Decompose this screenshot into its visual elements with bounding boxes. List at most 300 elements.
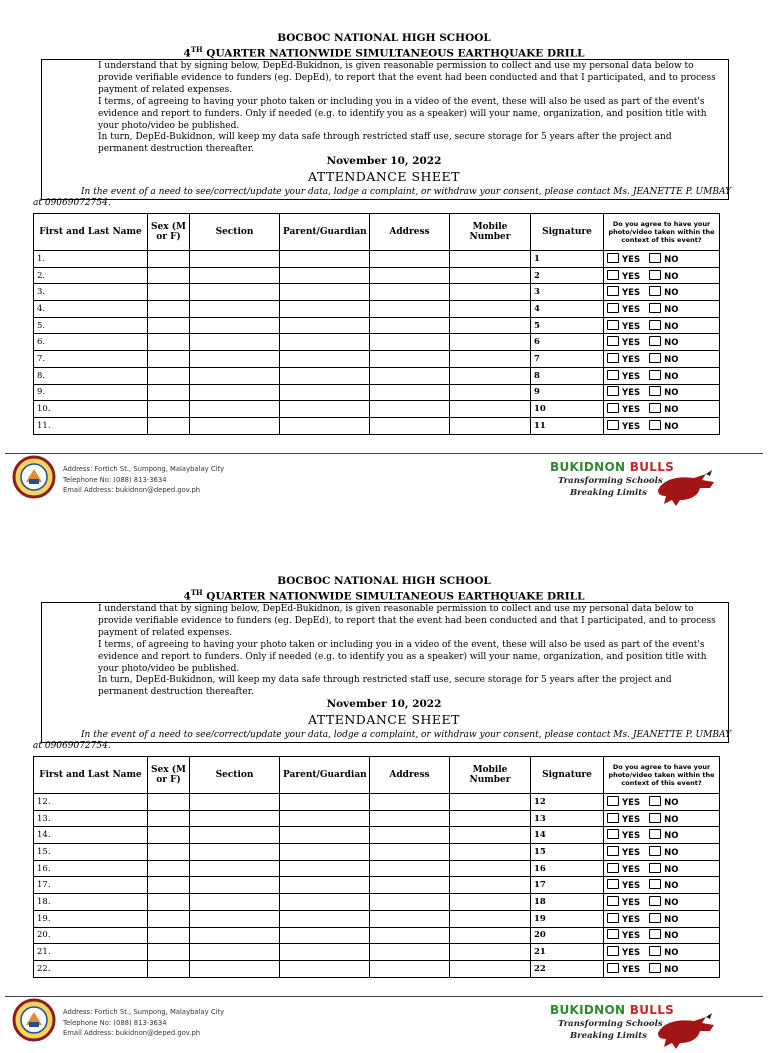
yes-label: YES bbox=[622, 421, 641, 432]
consent-options bbox=[604, 810, 720, 827]
yes-checkbox[interactable] bbox=[607, 863, 619, 873]
cell-mobile[interactable] bbox=[450, 251, 531, 268]
cell-guardian[interactable] bbox=[280, 877, 370, 894]
brand-tagline-1: Transforming Schools bbox=[558, 1019, 663, 1029]
cell-mobile[interactable] bbox=[450, 367, 531, 384]
cell-mobile[interactable] bbox=[450, 794, 531, 811]
no-label: NO bbox=[664, 338, 679, 349]
consent-options bbox=[604, 301, 720, 318]
cell-mobile[interactable] bbox=[450, 944, 531, 961]
signature-number[interactable]: 21 bbox=[531, 944, 604, 961]
signature-number[interactable]: 17 bbox=[531, 877, 604, 894]
bull-icon bbox=[650, 1011, 720, 1051]
cell-guardian[interactable] bbox=[280, 251, 370, 268]
consent-options bbox=[604, 827, 720, 844]
consent-options bbox=[604, 910, 720, 927]
cell-sex[interactable] bbox=[148, 417, 190, 434]
footer-address: Address: Fortich St., Sumpong, Malaybalay City bbox=[63, 465, 225, 473]
no-checkbox[interactable] bbox=[649, 929, 661, 939]
yes-label: YES bbox=[622, 881, 641, 892]
col-guardian: Parent/Guardian bbox=[280, 214, 370, 251]
cell-sex[interactable] bbox=[148, 267, 190, 284]
no-label: NO bbox=[664, 864, 679, 875]
cell-address[interactable] bbox=[370, 877, 450, 894]
cell-guardian[interactable] bbox=[280, 827, 370, 844]
table-row bbox=[34, 367, 720, 384]
cell-guardian[interactable] bbox=[280, 284, 370, 301]
cell-mobile[interactable] bbox=[450, 301, 531, 318]
event-date: November 10, 2022 bbox=[326, 698, 442, 710]
no-checkbox[interactable] bbox=[649, 320, 661, 330]
cell-section[interactable] bbox=[190, 877, 280, 894]
no-label: NO bbox=[664, 405, 679, 416]
cell-section[interactable] bbox=[190, 960, 280, 977]
cell-mobile[interactable] bbox=[450, 827, 531, 844]
no-checkbox[interactable] bbox=[649, 796, 661, 806]
col-mobile: Mobile Number bbox=[450, 214, 531, 251]
yes-checkbox[interactable] bbox=[607, 420, 619, 430]
yes-checkbox[interactable] bbox=[607, 946, 619, 956]
table-row bbox=[34, 334, 720, 351]
yes-checkbox[interactable] bbox=[607, 353, 619, 363]
yes-checkbox[interactable] bbox=[607, 963, 619, 973]
cell-section[interactable] bbox=[190, 944, 280, 961]
cell-section[interactable] bbox=[190, 910, 280, 927]
signature-number[interactable]: 18 bbox=[531, 894, 604, 911]
cell-section[interactable] bbox=[190, 794, 280, 811]
cell-sex[interactable] bbox=[148, 401, 190, 418]
row-number: 22. bbox=[34, 960, 148, 977]
cell-address[interactable] bbox=[370, 860, 450, 877]
row-number: 6. bbox=[34, 334, 148, 351]
cell-section[interactable] bbox=[190, 927, 280, 944]
col-mobile: Mobile Number bbox=[450, 757, 531, 794]
cell-guardian[interactable] bbox=[280, 401, 370, 418]
cell-mobile[interactable] bbox=[450, 334, 531, 351]
cell-mobile[interactable] bbox=[450, 877, 531, 894]
cell-section[interactable] bbox=[190, 844, 280, 861]
cell-section[interactable] bbox=[190, 334, 280, 351]
cell-address[interactable] bbox=[370, 351, 450, 368]
cell-guardian[interactable] bbox=[280, 301, 370, 318]
yes-checkbox[interactable] bbox=[607, 336, 619, 346]
row-number: 21. bbox=[34, 944, 148, 961]
consent-options bbox=[604, 877, 720, 894]
cell-guardian[interactable] bbox=[280, 960, 370, 977]
table-row bbox=[34, 284, 720, 301]
row-number: 9. bbox=[34, 384, 148, 401]
row-number: 2. bbox=[34, 267, 148, 284]
yes-checkbox[interactable] bbox=[607, 846, 619, 856]
yes-checkbox[interactable] bbox=[607, 403, 619, 413]
no-checkbox[interactable] bbox=[649, 963, 661, 973]
consent-options bbox=[604, 944, 720, 961]
cell-guardian[interactable] bbox=[280, 810, 370, 827]
yes-checkbox[interactable] bbox=[607, 270, 619, 280]
table-row bbox=[34, 301, 720, 318]
no-label: NO bbox=[664, 897, 679, 908]
consent-options bbox=[604, 417, 720, 434]
no-label: NO bbox=[664, 881, 679, 892]
brand-tagline-2: Breaking Limits bbox=[570, 488, 647, 498]
cell-section[interactable] bbox=[190, 351, 280, 368]
cell-mobile[interactable] bbox=[450, 284, 531, 301]
signature-number[interactable]: 10 bbox=[531, 401, 604, 418]
consent-options bbox=[604, 794, 720, 811]
row-number: 16. bbox=[34, 860, 148, 877]
no-label: NO bbox=[664, 797, 679, 808]
row-number: 14. bbox=[34, 827, 148, 844]
brand-word-1: BUKIDNON bbox=[550, 460, 626, 474]
cell-mobile[interactable] bbox=[450, 351, 531, 368]
yes-label: YES bbox=[622, 354, 641, 365]
no-checkbox[interactable] bbox=[649, 846, 661, 856]
yes-checkbox[interactable] bbox=[607, 386, 619, 396]
cell-address[interactable] bbox=[370, 844, 450, 861]
cell-section[interactable] bbox=[190, 810, 280, 827]
signature-number[interactable]: 15 bbox=[531, 844, 604, 861]
no-label: NO bbox=[664, 814, 679, 825]
cell-section[interactable] bbox=[190, 894, 280, 911]
row-number: 8. bbox=[34, 367, 148, 384]
signature-number[interactable]: 12 bbox=[531, 794, 604, 811]
no-label: NO bbox=[664, 304, 679, 315]
cell-guardian[interactable] bbox=[280, 894, 370, 911]
cell-sex[interactable] bbox=[148, 827, 190, 844]
no-checkbox[interactable] bbox=[649, 863, 661, 873]
no-label: NO bbox=[664, 948, 679, 959]
no-checkbox[interactable] bbox=[649, 946, 661, 956]
cell-guardian[interactable] bbox=[280, 334, 370, 351]
signature-number[interactable]: 9 bbox=[531, 384, 604, 401]
no-label: NO bbox=[664, 254, 679, 265]
cell-section[interactable] bbox=[190, 317, 280, 334]
yes-label: YES bbox=[622, 964, 641, 975]
brand-word-1: BUKIDNON bbox=[550, 1003, 626, 1017]
cell-guardian[interactable] bbox=[280, 367, 370, 384]
cell-address[interactable] bbox=[370, 794, 450, 811]
cell-sex[interactable] bbox=[148, 944, 190, 961]
cell-mobile[interactable] bbox=[450, 894, 531, 911]
no-checkbox[interactable] bbox=[649, 286, 661, 296]
row-number: 11. bbox=[34, 417, 148, 434]
consent-options bbox=[604, 334, 720, 351]
no-label: NO bbox=[664, 354, 679, 365]
no-checkbox[interactable] bbox=[649, 813, 661, 823]
no-checkbox[interactable] bbox=[649, 403, 661, 413]
event-date: November 10, 2022 bbox=[326, 155, 442, 167]
footer-email: Email Address: bukidnon@deped.gov.ph bbox=[63, 486, 201, 494]
consent-options bbox=[604, 267, 720, 284]
cell-guardian[interactable] bbox=[280, 944, 370, 961]
cell-sex[interactable] bbox=[148, 317, 190, 334]
signature-number[interactable]: 1 bbox=[531, 251, 604, 268]
signature-number[interactable]: 11 bbox=[531, 417, 604, 434]
bukidnon-bulls-logo bbox=[550, 460, 720, 510]
contact-note: In the event of a need to see/correct/update your data, lodge a complaint, or withdraw your consent, please contact Ms. JEANETTE P. UMBAY at 09069072754. bbox=[33, 730, 732, 751]
table-row bbox=[34, 351, 720, 368]
yes-checkbox[interactable] bbox=[607, 929, 619, 939]
no-label: NO bbox=[664, 931, 679, 942]
cell-address[interactable] bbox=[370, 927, 450, 944]
consent-options bbox=[604, 351, 720, 368]
no-checkbox[interactable] bbox=[649, 253, 661, 263]
cell-guardian[interactable] bbox=[280, 417, 370, 434]
yes-checkbox[interactable] bbox=[607, 796, 619, 806]
cell-guardian[interactable] bbox=[280, 384, 370, 401]
brand-tagline-1: Transforming Schools bbox=[558, 476, 663, 486]
cell-sex[interactable] bbox=[148, 351, 190, 368]
cell-guardian[interactable] bbox=[280, 927, 370, 944]
yes-label: YES bbox=[622, 914, 641, 925]
cell-address[interactable] bbox=[370, 401, 450, 418]
cell-address[interactable] bbox=[370, 810, 450, 827]
cell-sex[interactable] bbox=[148, 384, 190, 401]
no-label: NO bbox=[664, 288, 679, 299]
col-consent-question: Do you agree to have your photo/video taken within the context of this event? bbox=[604, 214, 720, 251]
no-label: NO bbox=[664, 321, 679, 332]
row-number: 4. bbox=[34, 301, 148, 318]
yes-checkbox[interactable] bbox=[607, 813, 619, 823]
cell-address[interactable] bbox=[370, 267, 450, 284]
row-number: 19. bbox=[34, 910, 148, 927]
yes-checkbox[interactable] bbox=[607, 879, 619, 889]
signature-number[interactable]: 20 bbox=[531, 927, 604, 944]
row-number: 5. bbox=[34, 317, 148, 334]
consent-options bbox=[604, 384, 720, 401]
cell-mobile[interactable] bbox=[450, 384, 531, 401]
row-number: 10. bbox=[34, 401, 148, 418]
cell-address[interactable] bbox=[370, 334, 450, 351]
cell-guardian[interactable] bbox=[280, 910, 370, 927]
signature-number[interactable]: 2 bbox=[531, 267, 604, 284]
cell-address[interactable] bbox=[370, 301, 450, 318]
yes-checkbox[interactable] bbox=[607, 913, 619, 923]
yes-checkbox[interactable] bbox=[607, 320, 619, 330]
footer-contact bbox=[63, 464, 224, 496]
yes-checkbox[interactable] bbox=[607, 896, 619, 906]
cell-guardian[interactable] bbox=[280, 860, 370, 877]
yes-label: YES bbox=[622, 864, 641, 875]
cell-address[interactable] bbox=[370, 960, 450, 977]
cell-mobile[interactable] bbox=[450, 417, 531, 434]
cell-section[interactable] bbox=[190, 284, 280, 301]
cell-sex[interactable] bbox=[148, 284, 190, 301]
signature-number[interactable]: 14 bbox=[531, 827, 604, 844]
cell-mobile[interactable] bbox=[450, 910, 531, 927]
no-checkbox[interactable] bbox=[649, 913, 661, 923]
cell-guardian[interactable] bbox=[280, 351, 370, 368]
no-checkbox[interactable] bbox=[649, 336, 661, 346]
cell-address[interactable] bbox=[370, 367, 450, 384]
cell-address[interactable] bbox=[370, 284, 450, 301]
consent-paragraph-2: I terms, of agreeing to having your photo taken or including you in a video of the event, these will also be used as part of the event's evidence and report to funders. Only if needed (e.g. to identify you as a speaker) will your name, organization, and position title with your photo/video be published. bbox=[98, 96, 707, 131]
yes-checkbox[interactable] bbox=[607, 370, 619, 380]
consent-paragraph-2: I terms, of agreeing to having your photo taken or including you in a video of the event, these will also be used as part of the event's evidence and report to funders. Only if needed (e.g. to identify you as a speaker) will your name, organization, and position title with your photo/video be published. bbox=[98, 639, 707, 674]
cell-sex[interactable] bbox=[148, 927, 190, 944]
col-name: First and Last Name bbox=[34, 214, 148, 251]
no-label: NO bbox=[664, 847, 679, 858]
table-row bbox=[34, 794, 720, 811]
cell-mobile[interactable] bbox=[450, 810, 531, 827]
col-consent-question: Do you agree to have your photo/video taken within the context of this event? bbox=[604, 757, 720, 794]
cell-sex[interactable] bbox=[148, 960, 190, 977]
bull-icon bbox=[650, 468, 720, 508]
cell-section[interactable] bbox=[190, 827, 280, 844]
row-number: 7. bbox=[34, 351, 148, 368]
cell-sex[interactable] bbox=[148, 301, 190, 318]
no-checkbox[interactable] bbox=[649, 829, 661, 839]
cell-sex[interactable] bbox=[148, 810, 190, 827]
cell-section[interactable] bbox=[190, 267, 280, 284]
no-checkbox[interactable] bbox=[649, 386, 661, 396]
deped-seal-icon bbox=[12, 998, 56, 1042]
consent-options bbox=[604, 284, 720, 301]
col-guardian: Parent/Guardian bbox=[280, 757, 370, 794]
no-checkbox[interactable] bbox=[649, 896, 661, 906]
yes-label: YES bbox=[622, 271, 641, 282]
cell-section[interactable] bbox=[190, 301, 280, 318]
col-sex: Sex (M or F) bbox=[148, 214, 190, 251]
table-header bbox=[34, 757, 720, 794]
col-section: Section bbox=[190, 757, 280, 794]
table-row bbox=[34, 860, 720, 877]
cell-sex[interactable] bbox=[148, 894, 190, 911]
consent-options bbox=[604, 251, 720, 268]
cell-mobile[interactable] bbox=[450, 860, 531, 877]
table-row bbox=[34, 827, 720, 844]
attendance-table bbox=[33, 213, 720, 435]
no-label: NO bbox=[664, 388, 679, 399]
consent-options bbox=[604, 317, 720, 334]
yes-label: YES bbox=[622, 254, 641, 265]
cell-address[interactable] bbox=[370, 417, 450, 434]
cell-mobile[interactable] bbox=[450, 317, 531, 334]
cell-address[interactable] bbox=[370, 894, 450, 911]
yes-checkbox[interactable] bbox=[607, 303, 619, 313]
cell-guardian[interactable] bbox=[280, 844, 370, 861]
footer-divider bbox=[5, 453, 763, 454]
footer-address: Address: Fortich St., Sumpong, Malaybalay City bbox=[63, 1008, 225, 1016]
cell-address[interactable] bbox=[370, 944, 450, 961]
cell-sex[interactable] bbox=[148, 367, 190, 384]
no-checkbox[interactable] bbox=[649, 353, 661, 363]
signature-number[interactable]: 6 bbox=[531, 334, 604, 351]
table-row bbox=[34, 894, 720, 911]
table-row bbox=[34, 877, 720, 894]
cell-address[interactable] bbox=[370, 827, 450, 844]
no-checkbox[interactable] bbox=[649, 370, 661, 380]
cell-mobile[interactable] bbox=[450, 960, 531, 977]
no-label: NO bbox=[664, 831, 679, 842]
row-number: 15. bbox=[34, 844, 148, 861]
signature-number[interactable]: 5 bbox=[531, 317, 604, 334]
col-signature: Signature bbox=[531, 214, 604, 251]
consent-options bbox=[604, 367, 720, 384]
cell-section[interactable] bbox=[190, 367, 280, 384]
cell-mobile[interactable] bbox=[450, 401, 531, 418]
signature-number[interactable]: 13 bbox=[531, 810, 604, 827]
signature-number[interactable]: 19 bbox=[531, 910, 604, 927]
cell-section[interactable] bbox=[190, 251, 280, 268]
yes-checkbox[interactable] bbox=[607, 829, 619, 839]
cell-guardian[interactable] bbox=[280, 317, 370, 334]
cell-address[interactable] bbox=[370, 317, 450, 334]
yes-checkbox[interactable] bbox=[607, 286, 619, 296]
no-checkbox[interactable] bbox=[649, 420, 661, 430]
no-label: NO bbox=[664, 421, 679, 432]
table-row bbox=[34, 810, 720, 827]
cell-section[interactable] bbox=[190, 384, 280, 401]
yes-label: YES bbox=[622, 405, 641, 416]
consent-options bbox=[604, 844, 720, 861]
signature-number[interactable]: 3 bbox=[531, 284, 604, 301]
no-checkbox[interactable] bbox=[649, 303, 661, 313]
deped-seal-icon bbox=[12, 455, 56, 499]
cell-sex[interactable] bbox=[148, 844, 190, 861]
no-checkbox[interactable] bbox=[649, 270, 661, 280]
yes-checkbox[interactable] bbox=[607, 253, 619, 263]
row-number: 20. bbox=[34, 927, 148, 944]
cell-guardian[interactable] bbox=[280, 267, 370, 284]
yes-label: YES bbox=[622, 831, 641, 842]
signature-number[interactable]: 22 bbox=[531, 960, 604, 977]
table-row bbox=[34, 384, 720, 401]
table-header bbox=[34, 214, 720, 251]
col-name: First and Last Name bbox=[34, 757, 148, 794]
col-section: Section bbox=[190, 214, 280, 251]
table-row bbox=[34, 251, 720, 268]
signature-number[interactable]: 7 bbox=[531, 351, 604, 368]
cell-sex[interactable] bbox=[148, 794, 190, 811]
footer-contact bbox=[63, 1007, 224, 1039]
signature-number[interactable]: 8 bbox=[531, 367, 604, 384]
col-address: Address bbox=[370, 214, 450, 251]
yes-label: YES bbox=[622, 288, 641, 299]
cell-section[interactable] bbox=[190, 417, 280, 434]
table-row bbox=[34, 267, 720, 284]
cell-guardian[interactable] bbox=[280, 794, 370, 811]
cell-sex[interactable] bbox=[148, 910, 190, 927]
no-checkbox[interactable] bbox=[649, 879, 661, 889]
cell-mobile[interactable] bbox=[450, 927, 531, 944]
footer-telephone: Telephone No: (088) 813-3634 bbox=[63, 1018, 167, 1027]
cell-sex[interactable] bbox=[148, 860, 190, 877]
cell-section[interactable] bbox=[190, 860, 280, 877]
cell-section[interactable] bbox=[190, 401, 280, 418]
yes-label: YES bbox=[622, 948, 641, 959]
cell-sex[interactable] bbox=[148, 251, 190, 268]
consent-options bbox=[604, 927, 720, 944]
cell-mobile[interactable] bbox=[450, 844, 531, 861]
school-name: BOCBOC NATIONAL HIGH SCHOOL bbox=[277, 575, 491, 587]
signature-number[interactable]: 16 bbox=[531, 860, 604, 877]
cell-sex[interactable] bbox=[148, 877, 190, 894]
yes-label: YES bbox=[622, 371, 641, 382]
cell-mobile[interactable] bbox=[450, 267, 531, 284]
cell-address[interactable] bbox=[370, 384, 450, 401]
brand-word-2: BULLS bbox=[629, 460, 675, 474]
cell-sex[interactable] bbox=[148, 334, 190, 351]
signature-number[interactable]: 4 bbox=[531, 301, 604, 318]
no-label: NO bbox=[664, 964, 679, 975]
brand-word-2: BULLS bbox=[629, 1003, 675, 1017]
cell-address[interactable] bbox=[370, 251, 450, 268]
cell-address[interactable] bbox=[370, 910, 450, 927]
drill-title: 4TH QUARTER NATIONWIDE SIMULTANEOUS EARTHQUAKE DRILL bbox=[183, 588, 585, 603]
table-row bbox=[34, 960, 720, 977]
drill-title: 4TH QUARTER NATIONWIDE SIMULTANEOUS EARTHQUAKE DRILL bbox=[183, 45, 585, 60]
